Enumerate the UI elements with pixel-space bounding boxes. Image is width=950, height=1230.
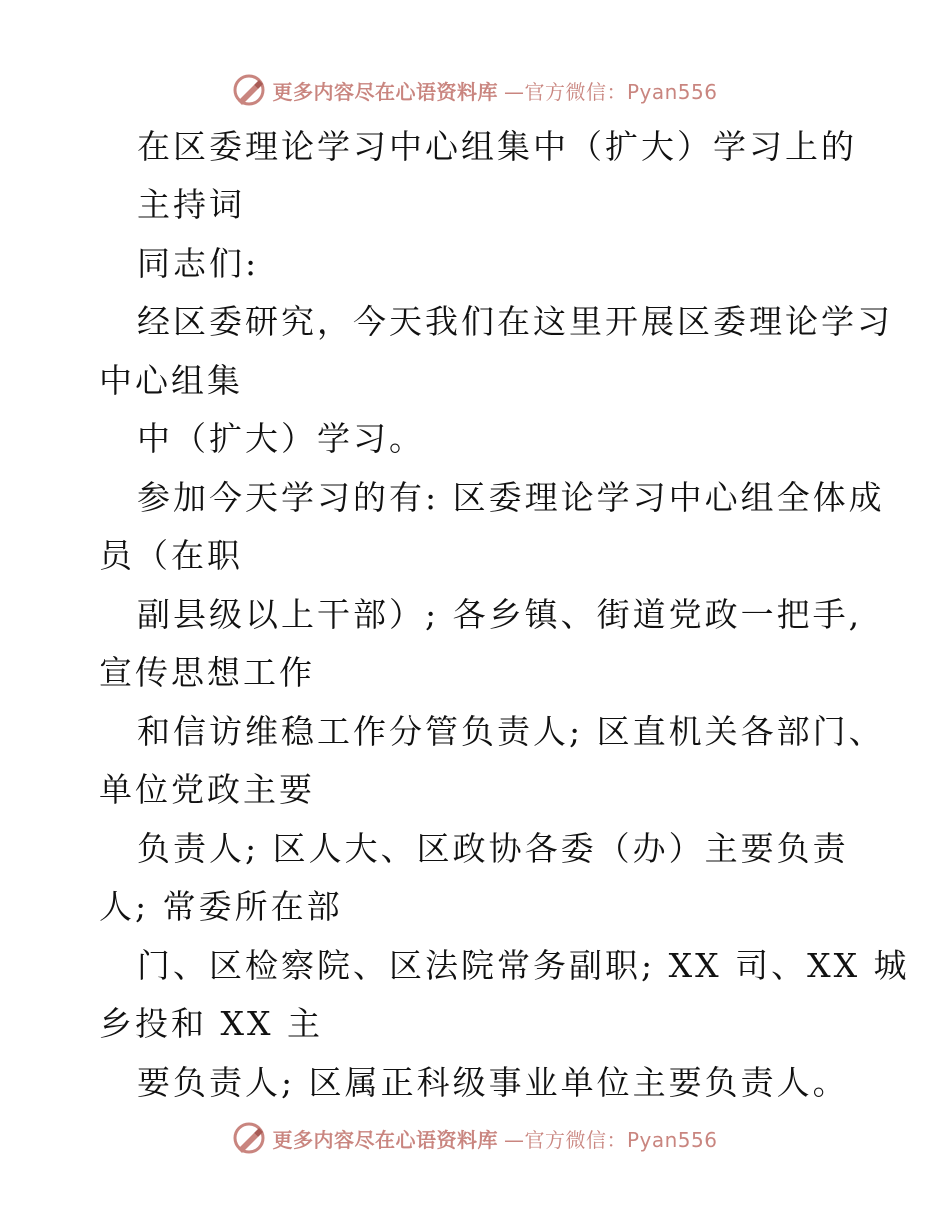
- watermark-main-text: 更多内容尽在心语资料库: [272, 1127, 498, 1152]
- watermark-sub-text: —官方微信：Pyan556: [503, 1127, 718, 1152]
- watermark-bottom: [0, 1118, 950, 1158]
- doc-line: 宣传思想工作: [99, 653, 315, 692]
- doc-line: 员（在职: [99, 536, 243, 575]
- doc-line: 乡投和 XX 主: [99, 1004, 323, 1043]
- doc-line-salutation: 同志们:: [137, 244, 260, 283]
- doc-line: 经区委研究，今天我们在这里开展区委理论学习: [137, 302, 893, 341]
- pen-logo-icon: [232, 73, 266, 107]
- doc-line: 负责人; 区人大、区政协各委（办）主要负责: [137, 829, 849, 868]
- pen-logo-icon: [232, 1121, 266, 1155]
- doc-line: 参加今天学习的有: 区委理论学习中心组全体成: [137, 478, 885, 517]
- watermark-main-text: 更多内容尽在心语资料库: [272, 79, 498, 104]
- doc-line: 和信访维稳工作分管负责人; 区直机关各部门、: [137, 712, 885, 751]
- doc-line: 门、区检察院、区法院常务副职; XX 司、XX 城: [137, 946, 910, 985]
- doc-line-title-1: 在区委理论学习中心组集中（扩大）学习上的: [137, 127, 857, 166]
- doc-line: 要负责人; 区属正科级事业单位主要负责人。: [137, 1063, 849, 1102]
- doc-line: 人; 常委所在部: [99, 887, 343, 926]
- doc-line: 中（扩大）学习。: [137, 419, 425, 458]
- doc-line-title-2: 主持词: [137, 185, 245, 224]
- doc-line: 单位党政主要: [99, 770, 315, 809]
- doc-line: 副县级以上干部）; 各乡镇、街道党政一把手,: [137, 595, 863, 634]
- doc-line: 中心组集: [99, 361, 243, 400]
- watermark-top: [0, 70, 950, 110]
- watermark-sub-text: —官方微信：Pyan556: [503, 79, 718, 104]
